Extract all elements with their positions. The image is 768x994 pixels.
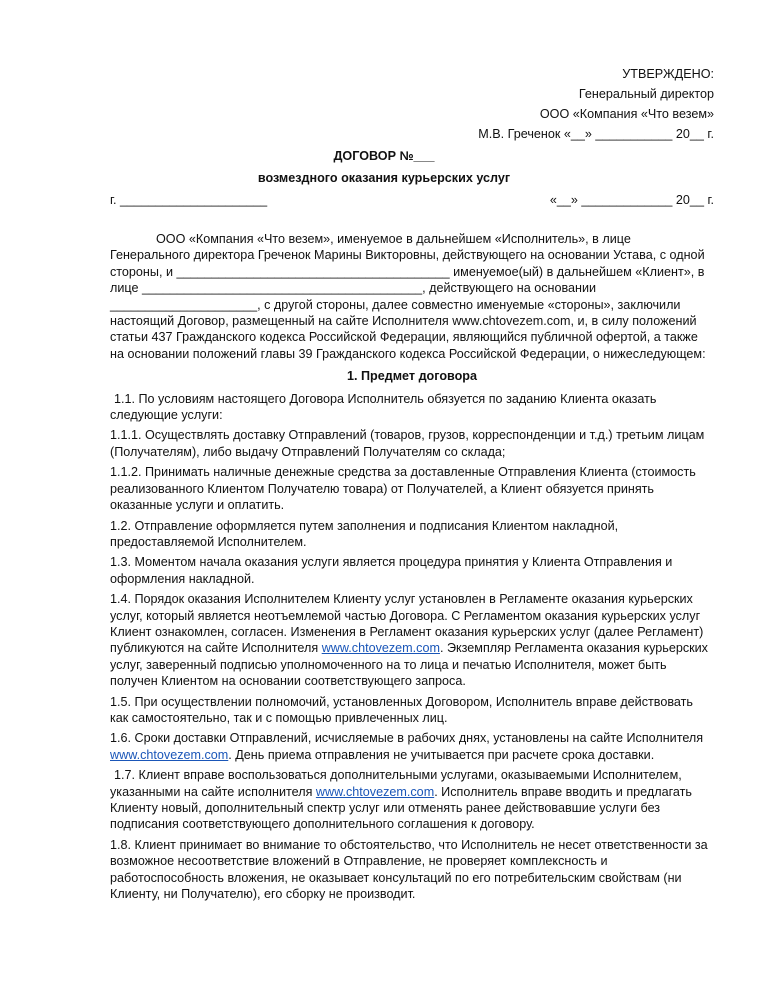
clause-1-6	[110, 730, 714, 763]
approval-company: ООО «Компания «Что везем»	[539, 107, 714, 121]
clause-1-2: 1.2. Отправление оформляется путем заполнения и подписания Клиентом накладной, предоставляемой Исполнителем.	[110, 518, 619, 549]
clause-1-8: 1.8. Клиент принимает во внимание то обстоятельство, что Исполнитель не несет ответственности за возможное несоответствие вложений в Отправление, не проверяет комплексность и работоспособность вложения, не оказывает консультаций по его потребительским свойствам (ни Клиенту, ни Получателю), его сборку не производит.	[110, 837, 708, 902]
approval-heading: УТВЕРЖДЕНО:	[622, 67, 714, 81]
site-link[interactable]: www.chtovezem.com	[315, 784, 435, 799]
clause-1-7-text-a: 1.7. Клиент вправе воспользоваться дополнительными услугами, оказываемыми Исполнителем, указанными на сайте исполнителя	[110, 768, 682, 799]
place-line: г. _____________________	[110, 193, 268, 207]
contract-body	[110, 231, 714, 906]
section-heading: 1. Предмет договора	[347, 369, 477, 384]
clause-1-7-text-b: . Исполнитель вправе вводить и предлагать Клиенту новый, дополнительный спектр услуг или отменять ранее действовавшие услуги без подписания соответствующего дополнительного соглашения к договору.	[110, 784, 692, 832]
clause-1-6-text-b: . День приема отправления не учитывается при расчете срока доставки.	[228, 747, 655, 762]
approval-position: Генеральный директор	[578, 87, 714, 101]
clause-1-1-2: 1.1.2. Принимать наличные денежные средства за доставленные Отправления Клиента (стоимость реализованного Клиентом Получателю товара) от Получателей, а Клиент обязуется принять оказанные услуги и оплатить.	[110, 465, 696, 513]
contract-subtitle: возмездного оказания курьерских услуг	[257, 171, 511, 185]
clause-1-4	[110, 591, 714, 689]
clause-1-1: 1.1. По условиям настоящего Договора Исполнитель обязуется по заданию Клиента оказать следующие услуги:	[110, 391, 657, 423]
site-link[interactable]: www.chtovezem.com	[110, 747, 229, 762]
contract-title: ДОГОВОР №___	[333, 149, 435, 163]
clause-1-6-text-a: 1.6. Сроки доставки Отправлений, исчисляемые в рабочих днях, установлены на сайте Исполнителя	[110, 731, 704, 746]
clause-1-3: 1.3. Моментом начала оказания услуги является процедура принятия у Клиента Отправления и оформления накладной.	[110, 555, 673, 586]
clause-1-7	[110, 767, 714, 833]
intro-paragraph: ООО «Компания «Что везем», именуемое в дальнейшем «Исполнитель», в лице Генерального директора Греченок Марины Викторовны, действующего на основании Устава, с одной стороны, и _______________________________________ именуемое(ый) в дальнейшем «Клиент», в лице ________________________________________, действующего на основании _____________________, с другой стороны, далее совместно именуемые «стороны», заключили настоящий Договор, размещенный на сайте Исполнителя www.chtovezem.com, и, в силу положений статьи 437 Гражданского кодекса Российской Федерации, являющийся публичной офертой, а также на основании положений главы 39 Гражданского кодекса Российской Федерации, о нижеследующем:	[110, 232, 706, 361]
approval-signature-line: М.В. Греченок «__» ___________ 20__ г.	[478, 127, 714, 141]
clause-1-4-text-a: 1.4. Порядок оказания Исполнителем Клиенту услуг установлен в Регламенте оказания курьерских услуг, который является неотъемлемой частью Договора. С Регламентом оказания курьерских услуг Клиент ознакомлен, согласен. Изменения в Регламент оказания курьерских услуг (далее Регламент) публикуются на сайте Исполнителя	[110, 592, 704, 656]
clause-1-4-text-b: . Экземпляр Регламента оказания курьерских услуг, заверенный подписью уполномоченного на то лица и печатью Исполнителя, может быть получен Клиентом на основании соответствующего запроса.	[110, 641, 708, 689]
clause-1-1-1: 1.1.1. Осуществлять доставку Отправлений (товаров, грузов, корреспонденции и т.д.) третьим лицам (Получателям), либо выдачу Отправлений Получателям со склада;	[110, 428, 705, 459]
place-date-row	[110, 192, 714, 208]
date-line: «__» _____________ 20__ г.	[549, 193, 714, 207]
site-link[interactable]: www.chtovezem.com	[321, 641, 440, 656]
clause-1-5: 1.5. При осуществлении полномочий, установленных Договором, Исполнитель вправе действовать как самостоятельно, так и с помощью привлеченных лиц.	[110, 694, 693, 725]
approval-block	[478, 64, 714, 144]
